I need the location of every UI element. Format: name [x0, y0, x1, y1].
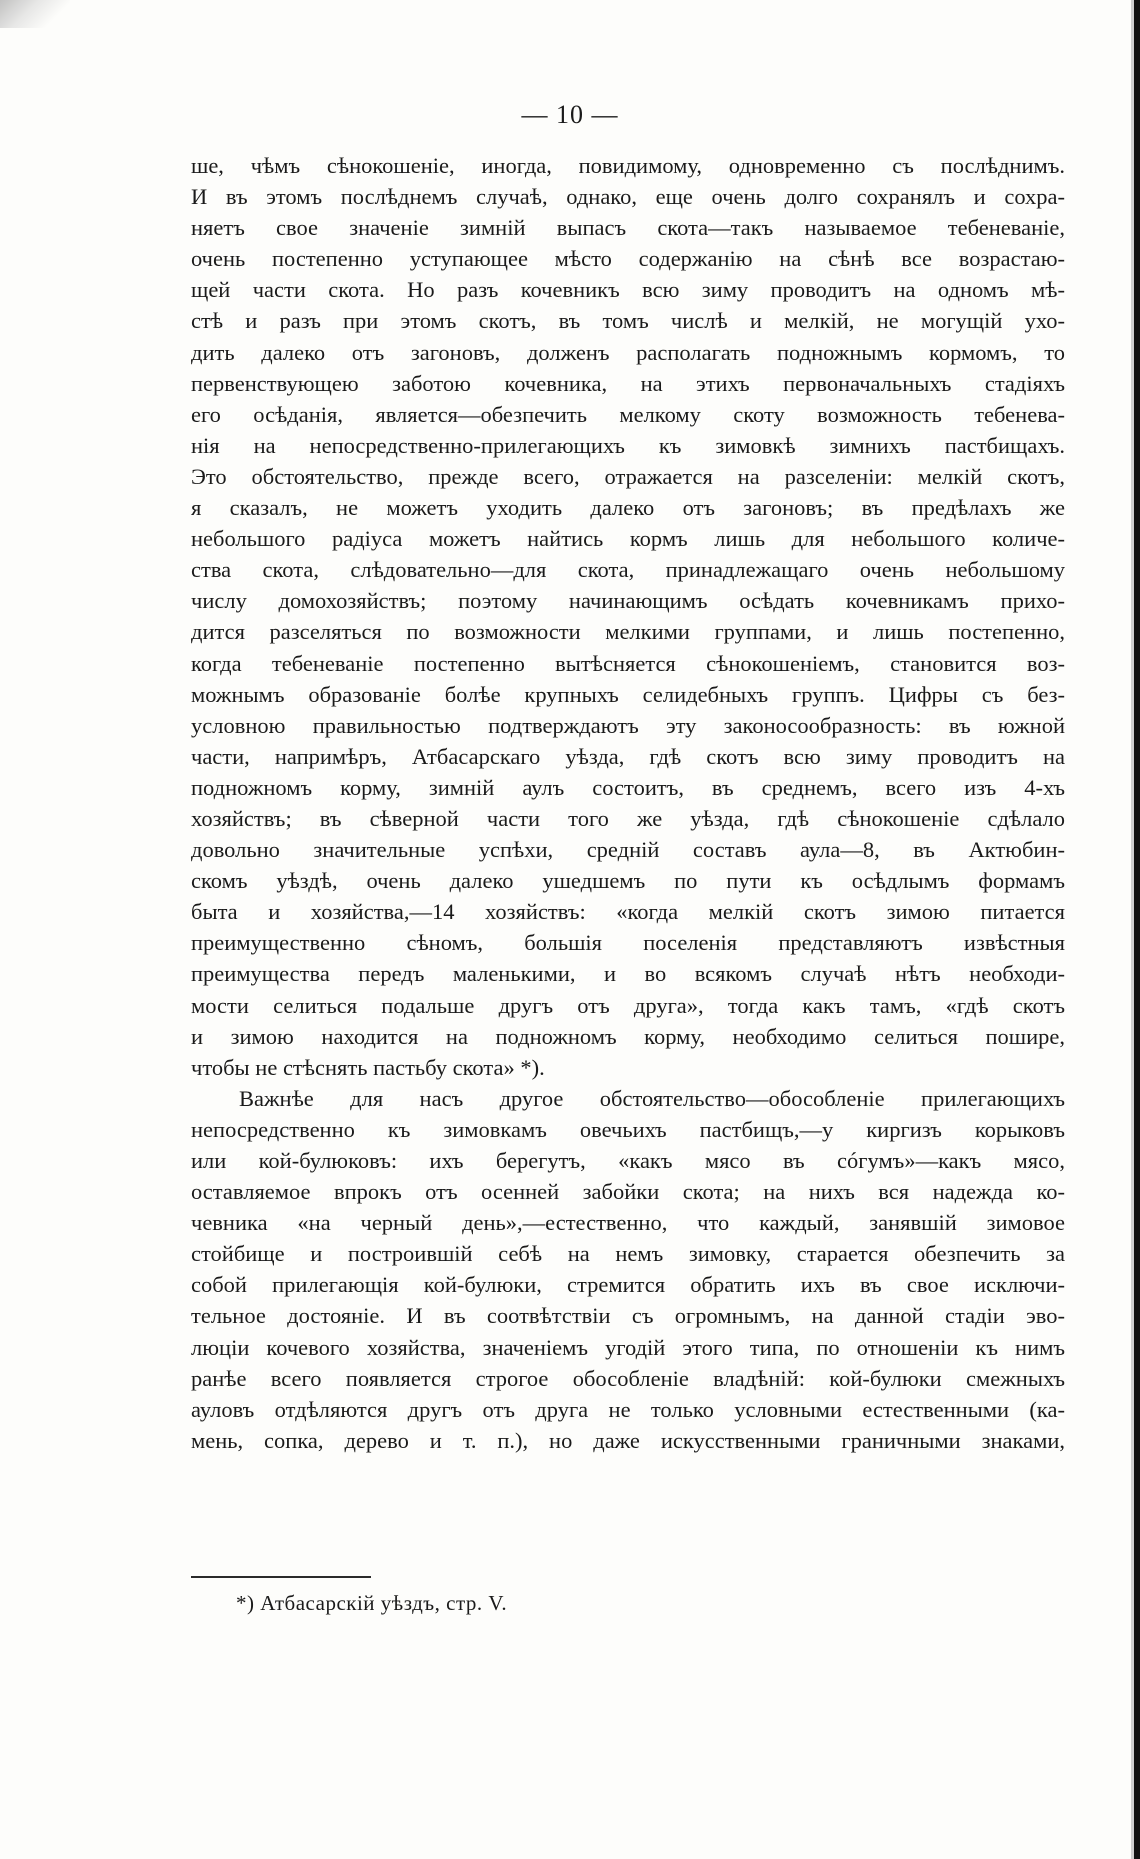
text-line: ства скота, слѣдовательно—для скота, принадлежащаго очень небольшому	[191, 557, 1065, 583]
text-line: его осѣданія, является—обезпечить мелкому скоту возможность тебенева-	[191, 401, 1065, 427]
text-line: чевника «на черный день»,—естественно, что каждый, занявшій зимовое	[191, 1210, 1065, 1236]
text-line: Это обстоятельство, прежде всего, отражается на разселеніи: мелкій скотъ,	[191, 463, 1065, 489]
page-number: — 10 —	[521, 100, 619, 129]
text-line: ше, чѣмъ сѣнокошеніе, иногда, повидимому, одновременно съ послѣднимъ.	[191, 153, 1065, 178]
text-line: небольшого радіуса можетъ найтись кормъ лишь для небольшого количе-	[191, 526, 1065, 552]
text-line: дится разселяться по возможности мелкими группами, и лишь постепенно,	[191, 619, 1065, 645]
text-line: первенствующею заботою кочевника, на этихъ первоначальныхъ стадіяхъ	[191, 370, 1065, 396]
text-line: стѣ и разъ при этомъ скотъ, въ томъ числѣ и мелкій, не могущій ухо-	[191, 308, 1065, 334]
text-line: преимущества передъ маленькими, и во всякомъ случаѣ нѣтъ необходи-	[191, 961, 1065, 987]
text-line: И въ этомъ послѣднемъ случаѣ, однако, еще очень долго сохранялъ и сохра-	[191, 184, 1065, 210]
text-line: тельное достояніе. И въ соотвѣтствіи съ огромнымъ, на данной стадіи эво-	[191, 1303, 1065, 1329]
text-line: нія на непосредственно-прилегающихъ къ зимовкѣ зимнихъ пастбищахъ.	[191, 432, 1065, 458]
text-line: мости селиться подальше другъ отъ друга», тогда какъ тамъ, «гдѣ скотъ	[191, 992, 1065, 1018]
footnote: *) Атбасарскій уѣздъ, стр. V.	[236, 1591, 508, 1615]
text-line: скомъ уѣздѣ, очень далеко ушедшемъ по пути къ осѣдлымъ формамъ	[191, 868, 1065, 894]
text-line: когда тебеневаніе постепенно вытѣсняется сѣнокошеніемъ, становится воз-	[191, 650, 1065, 676]
text-line: числу домохозяйствъ; поэтому начинающимъ осѣдать кочевникамъ прихо-	[191, 588, 1065, 614]
text-line: Важнѣе для насъ другое обстоятельство—обособленіе прилегающихъ	[239, 1085, 1065, 1111]
text-line: или кой-булюковъ: ихъ берегутъ, «какъ мясо въ сóгумъ»—какъ мясо,	[191, 1148, 1065, 1173]
text-line: преимущественно сѣномъ, большія поселенія представляютъ извѣстныя	[191, 930, 1065, 956]
text-line: чтобы не стѣснять пастьбу скота» *).	[191, 1054, 545, 1080]
text-line: мень, сопка, дерево и т. п.), но даже искусственными граничными знаками,	[191, 1427, 1065, 1453]
text-line: подножномъ корму, зимній аулъ состоитъ, въ среднемъ, всего изъ 4-хъ	[191, 774, 1065, 800]
text-line: можнымъ образованіе болѣе крупныхъ селидебныхъ группъ. Цифры съ без-	[191, 681, 1065, 707]
text-line: и зимою находится на подножномъ корму, необходимо селиться пошире,	[191, 1023, 1065, 1049]
text-line: ауловъ отдѣляются другъ отъ друга не только условными естественными (ка-	[191, 1396, 1065, 1422]
paragraph-1	[191, 150, 1065, 1083]
body-text	[191, 150, 1065, 1456]
text-line: непосредственно къ зимовкамъ овечьихъ пастбищъ,—у киргизъ корыковъ	[191, 1116, 1065, 1142]
text-line: стойбище и построившій себѣ на немъ зимовку, старается обезпечить за	[191, 1241, 1065, 1267]
text-line: хозяйствъ; въ сѣверной части того же уѣзда, гдѣ сѣнокошеніе сдѣлало	[191, 805, 1065, 831]
text-line: щей части скота. Но разъ кочевникъ всю зиму проводитъ на одномъ мѣ-	[191, 277, 1065, 303]
text-line: дить далеко отъ загоновъ, долженъ располагать подножнымъ кормомъ, то	[191, 339, 1065, 365]
text-line: довольно значительные успѣхи, средній составъ аула—8, въ Актюбин-	[191, 837, 1065, 863]
paragraph-2	[191, 1083, 1065, 1456]
text-line: оставляемое впрокъ отъ осенней забойки скота; на нихъ вся надежда ко-	[191, 1179, 1065, 1205]
text-line: собой прилегающія кой-булюки, стремится обратить ихъ въ свое исключи-	[191, 1272, 1065, 1298]
text-line: быта и хозяйства,—14 хозяйствъ: «когда мелкій скотъ зимою питается	[191, 899, 1065, 925]
text-line: ранѣе всего появляется строгое обособленіе владѣній: кой-булюки смежныхъ	[191, 1365, 1065, 1391]
text-line: я сказалъ, не можетъ уходить далеко отъ загоновъ; въ предѣлахъ же	[191, 495, 1065, 521]
text-line: люціи кочевого хозяйства, значеніемъ угодій этого типа, по отношеніи къ нимъ	[191, 1334, 1065, 1360]
text-line: няетъ свое значеніе зимній выпасъ скота—такъ называемое тебеневаніе,	[191, 215, 1065, 241]
page-binding-edge	[1134, 0, 1140, 1859]
text-line: условною правильностью подтверждаютъ эту законосообразность: въ южной	[191, 712, 1065, 738]
scan-corner-smudge	[0, 0, 70, 28]
footnote-divider	[191, 1576, 371, 1578]
text-line: очень постепенно уступающее мѣсто содержанію на сѣнѣ все возрастаю-	[191, 246, 1065, 272]
text-line: части, напримѣръ, Атбасарскаго уѣзда, гдѣ скотъ всю зиму проводитъ на	[191, 743, 1065, 769]
